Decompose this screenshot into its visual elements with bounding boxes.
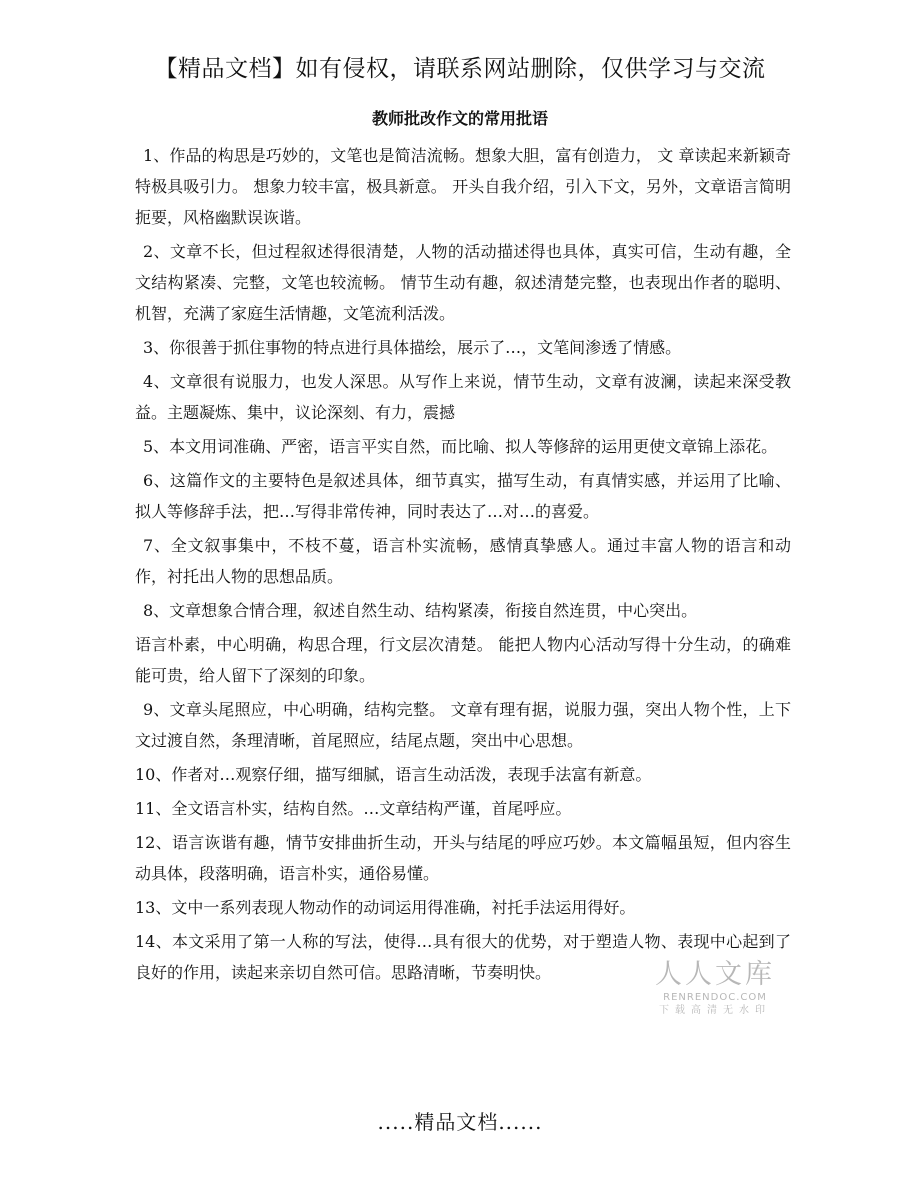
comment-paragraph-8: 8、文章想象合情合理，叙述自然生动、结构紧凑，衔接自然连贯，中心突出。 <box>143 601 698 620</box>
comment-paragraph-5: 5、本文用词准确、严密，语言平实自然，而比喻、拟人等修辞的运用更使文章锦上添花。 <box>143 437 778 456</box>
page-footer: .....精品文档...... <box>377 1110 543 1134</box>
comment-paragraph-6: 6、这篇作文的主要特色是叙述具体，细节真实，描写生动，有真情实感，并运用了比喻、拟人等修辞手法，把…写得非常传神，同时表达了…对…的喜爱。 <box>135 471 791 521</box>
document-title: 教师批改作文的常用批语 <box>371 109 548 128</box>
comment-paragraph-4: 4、文章很有说服力，也发人深思。从写作上来说，情节生动，文章有波澜，读起来深受教益。主题凝炼、集中，议论深刻、有力，震撼 <box>135 372 791 422</box>
document-body <box>135 140 791 991</box>
comment-paragraph-14: 14、本文采用了第一人称的写法，使得…具有很大的优势，对于塑造人物、表现中心起到了良好的作用，读起来亲切自然可信。思路清晰，节奏明快。 <box>135 932 791 982</box>
comment-paragraph-13: 13、文中一系列表现人物动作的动词运用得准确，衬托手法运用得好。 <box>135 898 636 917</box>
comment-paragraph-12: 12、语言诙谐有趣，情节安排曲折生动，开头与结尾的呼应巧妙。本文篇幅虽短，但内容生动具体，段落明确，语言朴实，通俗易懂。 <box>135 833 791 883</box>
comment-paragraph-8-continued: 语言朴素，中心明确，构思合理，行文层次清楚。 能把人物内心活动写得十分生动，的确难能可贵，给人留下了深刻的印象。 <box>135 635 791 685</box>
comment-paragraph-11: 11、全文语言朴实，结构自然。…文章结构严谨，首尾呼应。 <box>135 799 572 818</box>
comment-paragraph-10: 10、作者对…观察仔细，描写细腻，语言生动活泼，表现手法富有新意。 <box>135 765 652 784</box>
watermark-logo <box>645 958 785 1017</box>
comment-paragraph-2: 2、文章不长，但过程叙述得很清楚，人物的活动描述得也具体，真实可信，生动有趣，全文结构紧凑、完整，文笔也较流畅。 情节生动有趣，叙述清楚完整，也表现出作者的聪明、机智，充满了家庭生活情趣，文笔流利活泼。 <box>135 242 791 323</box>
comment-paragraph-7: 7、全文叙事集中，不枝不蔓，语言朴实流畅，感情真挚感人。通过丰富人物的语言和动作，衬托出人物的思想品质。 <box>135 536 791 586</box>
comment-paragraph-3: 3、你很善于抓住事物的特点进行具体描绘，展示了…，文笔间渗透了情感。 <box>143 338 682 357</box>
watermark-brand: 人人文库 <box>655 959 775 990</box>
watermark-url: RENRENDOC.COM <box>663 992 767 1003</box>
page-header-notice: 【精品文档】如有侵权，请联系网站删除，仅供学习与交流 <box>154 56 766 82</box>
comment-paragraph-1: 1、作品的构思是巧妙的，文笔也是简洁流畅。想象大胆，富有创造力， 文 章读起来新颖奇特极具吸引力。 想象力较丰富，极具新意。 开头自我介绍，引入下文，另外，文章语言简明扼要，风格幽默误诙谐。 <box>135 146 791 227</box>
comment-paragraph-9: 9、文章头尾照应，中心明确，结构完整。 文章有理有据，说服力强，突出人物个性，上下文过渡自然，条理清晰，首尾照应，结尾点题，突出中心思想。 <box>135 700 791 750</box>
watermark-subtitle: 下载高清无水印 <box>659 1005 771 1016</box>
